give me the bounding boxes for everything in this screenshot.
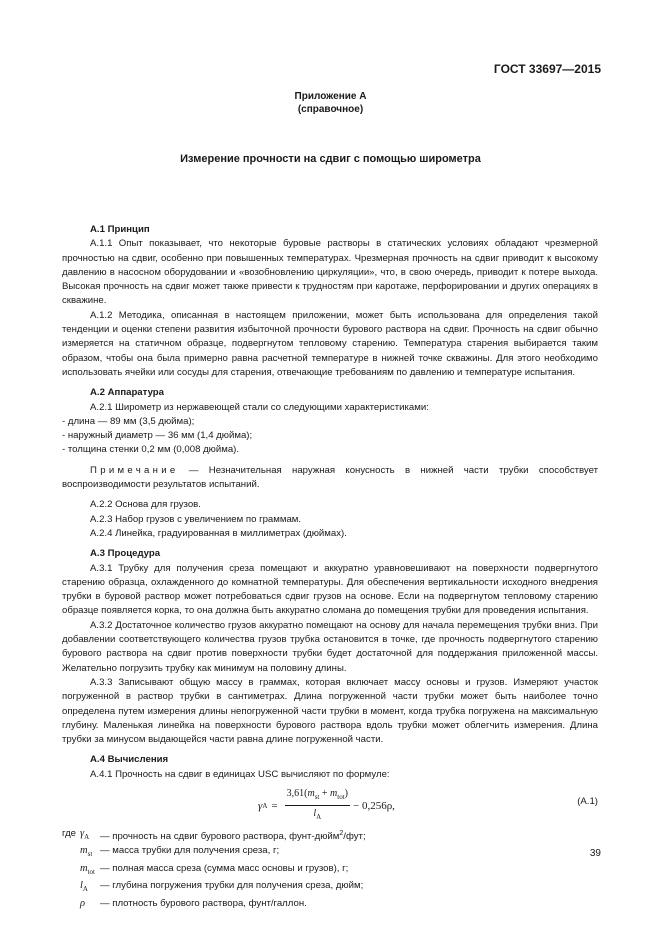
variable-list: [62, 827, 598, 911]
equation-number: (А.1): [577, 795, 598, 807]
variable-symbol: [80, 827, 100, 844]
paragraph-a3-2: А.3.2 Достаточное количество грузов аккуратно помещают на основу для начала перемещения трубки вниз. При добавлении соответствующего количества грузов трубка остановится в точке, где прочность подвергнутого старению бурового раствора на сдвиг против поверхности трубки будет достаточной для поддержания приложенной массы. Желательно погрузить трубку как минимум на половину длины.: [62, 619, 598, 674]
section-heading-a3: А.3 Процедура: [90, 548, 161, 560]
note-label: Примечание: [90, 464, 179, 476]
symbol-sub: st: [87, 850, 93, 859]
paragraph-a3-1: А.3.1 Трубку для получения среза помещают и аккуратно уравновешивают на поверхности подвергнутого старению образца, охлажденного до комнатной температуры. Для обеспечения вертикальности исходного внедрения трубки в буровой раствор может потребоваться сдвиг грузов на основе. Если на подвергнутом тепловому старению образце появляется корка, то она должна быть аккуратно сломана до помещения трубки для проведения испытания.: [62, 562, 598, 617]
formula-fraction: [285, 787, 350, 825]
symbol-sub: tot: [87, 867, 95, 876]
variable-desc: — плотность бурового раствора, фунт/галлон.: [100, 897, 307, 909]
section-heading-a2: А.2 Аппаратура: [90, 387, 164, 399]
list-item: - длина — 89 мм (3,5 дюйма);: [62, 415, 195, 427]
list-item: - толщина стенки 0,2 мм (0,008 дюйма).: [62, 444, 240, 456]
variable-desc: [100, 827, 366, 844]
formula-denominator: [313, 806, 321, 824]
symbol-char: m: [80, 862, 88, 874]
symbol-char: ρ: [80, 897, 86, 909]
variable-row: [62, 844, 598, 861]
variables-prefix: где: [62, 827, 77, 839]
desc-text: — прочность на сдвиг бурового раствора, фунт-дюйм: [100, 831, 340, 843]
variable-row: [62, 897, 598, 911]
note-text: — Незначительная наружная конусность в нижней части трубки способствует воспроизводимости результатов испытаний.: [62, 464, 598, 491]
paragraph-a1-1: А.1.1 Опыт показывает, что некоторые буровые растворы в статических условиях обладают чрезмерной прочностью на сдвиг, особенно при повышенных температурах. Чрезмерная прочность на сдвиг приводит к высокому давлению в насосном оборудовании и «возобновлению циркуляции», что, в свою очередь, приводит к потере выхода. Высокая прочность на сдвиг может также привести к трудностям при каротаже, перфорировании и других операциях в скважине.: [62, 238, 598, 307]
paragraph-a1-2: А.1.2 Методика, описанная в настоящем приложении, может быть использована для определения такой тенденции и оценки степени развития избыточной прочности бурового раствора на сдвиг. Прочность на сдвиг обычно измеряется на статичном образце, подвергнутом тепловому старению. Температура старения выбирается таким образом, чтобы она была примерно равна расчетной температуре в нижней точке скважины. Для этого необходимо использовать ячейки или сосуды для старения, отвечающие требованиям по давлению и температуре испытания.: [62, 309, 598, 378]
variable-desc: — полная масса среза (сумма масс основы и грузов), г;: [100, 862, 349, 874]
formula-lhs-sub: A: [262, 801, 268, 810]
note: [62, 464, 598, 493]
formula-tail: − 0,256ρ,: [352, 799, 395, 812]
variable-symbol: [80, 897, 100, 911]
formula-den: l: [313, 808, 317, 820]
appendix-type: (справочное): [297, 104, 364, 115]
paragraph-a3-3: А.3.3 Записывают общую массу в граммах, которая включает массу основы и грузов. Измеряют участок погруженной в раствор трубки в сантиметрах. Длина погруженной части трубки может быть наиболее точно определена путем измерения длины непогруженной части трубки в момент, когда трубка погружена на максимальную глубину. Маленькая линейка на поверхности бурового раствора вдоль трубки может облегчить измерения. Длина трубки за минусом выдающейся части равна длине погруженной части.: [62, 676, 598, 746]
formula-m2: m: [330, 787, 338, 799]
formula-expression: γ A = $\frac{3,61(m_{st} + m_{tot})}{l_A}$ − 0,256ρ,: [258, 787, 395, 825]
section-heading-a1: А.1 Принцип: [90, 224, 150, 235]
variable-symbol: [80, 844, 100, 861]
desc-sup: 2: [339, 829, 344, 837]
variable-symbol: [80, 879, 100, 896]
appendix-title: Приложение А: [294, 91, 367, 102]
symbol-char: l: [80, 880, 83, 892]
variable-desc: — глубина погружения трубки для получения среза, дюйм;: [100, 880, 364, 892]
paragraph-a2-3: А.2.3 Набор грузов с увеличением по граммам.: [90, 513, 302, 525]
formula-lhs: γ: [258, 799, 263, 812]
formula-m1-sub: st: [314, 792, 320, 801]
variable-row: [62, 862, 598, 879]
formula-m1: m: [307, 787, 315, 799]
paragraph-a2-4: А.2.4 Линейка, градуированная в миллиметрах (дюймах).: [90, 527, 347, 539]
formula-den-sub: A: [316, 813, 322, 822]
section-heading-a4: А.4 Вычисления: [90, 754, 169, 766]
list-item: - наружный диаметр — 36 мм (1,4 дюйма);: [62, 430, 253, 442]
variable-row: [62, 827, 598, 844]
variable-row: [62, 879, 598, 896]
formula-m2-sub: tot: [337, 792, 345, 801]
symbol-char: γ: [80, 827, 85, 839]
formula: [62, 785, 598, 821]
formula-numerator: $3,61(m_{st} + m_{tot})$: [285, 787, 350, 806]
formula-coef: 3,61: [286, 787, 305, 799]
main-title: Измерение прочности на сдвиг с помощью широметра: [180, 153, 481, 165]
standard-number: ГОСТ 33697—2015: [493, 62, 601, 76]
symbol-char: m: [80, 845, 88, 857]
variable-symbol: [80, 862, 100, 879]
symbol-sub: A: [82, 885, 88, 894]
formula-plus: +: [319, 787, 331, 799]
paragraph-a2-1: А.2.1 Широметр из нержавеющей стали со следующими характеристиками:: [90, 401, 429, 413]
page-number: 39: [589, 848, 601, 859]
paragraph-a2-2: А.2.2 Основа для грузов.: [90, 499, 201, 511]
paragraph-a4-1: А.4.1 Прочность на сдвиг в единицах USC вычисляют по формуле:: [90, 768, 390, 780]
document-body: [62, 223, 598, 911]
variable-desc: — масса трубки для получения среза, г;: [100, 845, 280, 857]
symbol-sub: A: [84, 833, 90, 842]
desc-text-2: /фут;: [343, 831, 366, 843]
